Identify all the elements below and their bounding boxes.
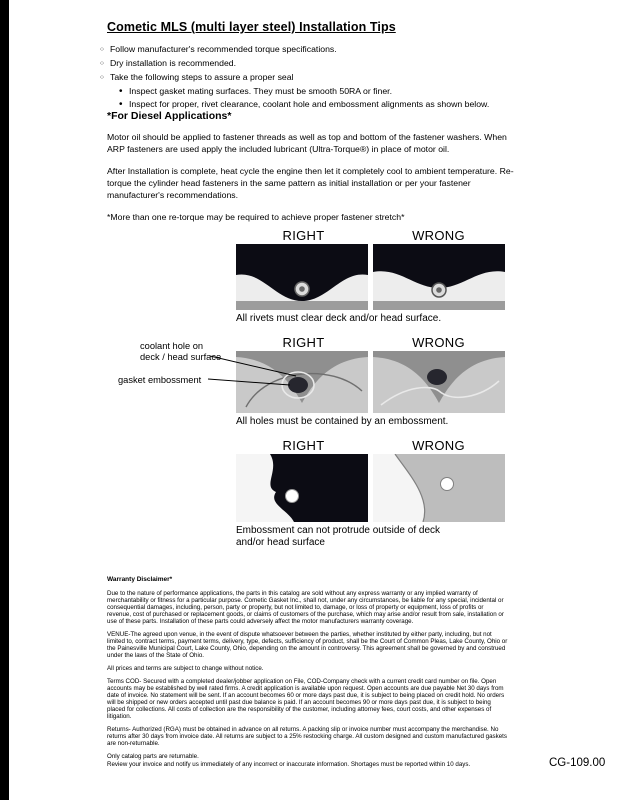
rivet-diagram-row — [236, 228, 506, 325]
diesel-paragraph: Motor oil should be applied to fastener threads as well as top and bottom of the fastener washers. When ARP fasteners are used apply the included lubricant (Ultra-Torque®) in place of motor oil. — [107, 132, 507, 154]
sub-tip-text: Inspect for proper, rivet clearance, coolant hole and embossment alignments as shown below. — [129, 99, 490, 109]
right-label: RIGHT — [282, 438, 325, 453]
diesel-heading: *For Diesel Applications* — [107, 110, 232, 122]
retorque-note: *More than one re-torque may be required to achieve proper fastener stretch* — [107, 212, 405, 222]
protrusion-diagram-row — [236, 438, 506, 549]
dot-bullet-icon — [119, 85, 129, 98]
diesel-applications-section — [107, 110, 519, 233]
tip-text: Take the following steps to assure a proper seal — [110, 72, 294, 82]
diagram-caption: All holes must be contained by an embossment. — [236, 416, 449, 427]
diesel-paragraph: After Installation is complete, heat cycle the engine then let it completely cool to ambient temperature. Re-torque the cylinder head fasteners in the same pattern as initial installation or per your fastener manufacturer's recommendations. — [107, 166, 514, 200]
legal-paragraph: Due to the nature of performance applications, the parts in this catalog are sold without any express warranty or any implied warranty of merchantability or fitness for a particular purpose. Cometic Gasket Inc., shall not, under any circumstances, be liable for any special, incidental or consequential damages, including, person, party or property, but not limited to, damage, or loss of property or equipment, loss of profits or revenue, cost of purchased or replacement goods, or claims of customers of the purchase, which may arise and/or result from sale, installation or use of these parts. Installation of these parts could adversely affect the motor manufacturers warranty coverage. — [107, 590, 504, 625]
coolant-hole-callout: coolant hole on deck / head surface — [140, 341, 222, 362]
circle-bullet-icon — [100, 43, 110, 57]
tip-text: Dry installation is recommended. — [110, 58, 237, 68]
circle-bullet-icon — [100, 57, 110, 71]
legal-paragraph: Returns- Authorized (RGA) must be obtained in advance on all returns. A packing slip or invoice number must accompany the merchandise. No returns after 30 days from invoice date. All returns are subject to a 25% restocking charge. All custom designed and custom manufactured gaskets are non-returnable. — [107, 726, 507, 747]
legal-paragraph: Only catalog parts are returnable. — [107, 753, 199, 760]
circle-bullet-icon — [100, 71, 110, 85]
legal-paragraph: All prices and terms are subject to change without notice. — [107, 665, 264, 672]
diagram-labels — [236, 438, 506, 454]
callout-connector-lines — [206, 346, 306, 390]
diagram-labels — [236, 228, 506, 244]
rivet-clearance-wrong-diagram — [373, 244, 505, 310]
rivet-clearance-right-diagram — [236, 244, 368, 310]
diagram-images — [236, 244, 506, 310]
left-edge-bar — [0, 0, 9, 800]
diagram-images — [236, 454, 506, 522]
legal-section — [107, 576, 509, 774]
warranty-disclaimer-heading: Warranty Disclaimer* — [107, 576, 173, 583]
tip-item — [100, 71, 520, 85]
tip-text: Follow manufacturer's recommended torque specifications. — [110, 44, 337, 54]
page-title: Cometic MLS (multi layer steel) Installation Tips — [107, 20, 396, 34]
tip-item — [100, 57, 520, 71]
wrong-label: WRONG — [412, 228, 465, 243]
protrusion-right-diagram — [236, 454, 368, 522]
legal-paragraph: Terms COD- Secured with a completed dealer/jobber application on File, COD-Company check with a current credit card number on file. Open accounts may be established by well rated firms. A credit application is available upon request. Open accounts are due payable Net 30 days from date of invoice. No statement will be sent. If an account becomes 60 or more days past due, it is subject to being placed on credit hold. No orders will be shipped or new orders accepted until past due balance is paid. If an account becomes 90 or more days past due, it is subject to being placed for collections. All costs of collection are the responsibility of the customer, including attorney fees, court costs, and other expenses of litigation. — [107, 678, 505, 720]
gasket-embossment-callout: gasket embossment — [118, 375, 202, 385]
sub-tip-item — [119, 85, 520, 98]
legal-paragraph: VENUE-The agreed upon venue, in the event of dispute whatsoever between the parties, whether instituted by either party, including, but not limited to, contract terms, payment terms, delivery, type, defects, sufficiency of product, shall be the Court of Common Pleas, Lake County, Ohio or the Painesville Municipal Court, Lake County, Ohio, depending on the amount in controversy. This agreement shall be governed by and construed under the laws of the State of Ohio. — [107, 631, 508, 659]
wrong-label: WRONG — [412, 438, 465, 453]
diagram-section — [236, 228, 506, 559]
protrusion-wrong-diagram — [373, 454, 505, 522]
right-label: RIGHT — [282, 335, 325, 350]
legal-paragraph: Review your invoice and notify us immediately of any incorrect or inaccurate information. Shortages must be reported within 10 days. — [107, 761, 471, 768]
tip-item — [100, 43, 520, 57]
wrong-label: WRONG — [412, 335, 465, 350]
sub-tip-text: Inspect gasket mating surfaces. They must be smooth 50RA or finer. — [129, 86, 393, 96]
diagram-caption: All rivets must clear deck and/or head surface. — [236, 313, 442, 324]
hole-embossment-wrong-diagram — [373, 351, 505, 413]
right-label: RIGHT — [282, 228, 325, 243]
tips-list — [100, 43, 520, 111]
page-code: CG-109.00 — [549, 757, 606, 769]
diagram-caption: Embossment can not protrude outside of deck and/or head surface — [236, 525, 441, 548]
